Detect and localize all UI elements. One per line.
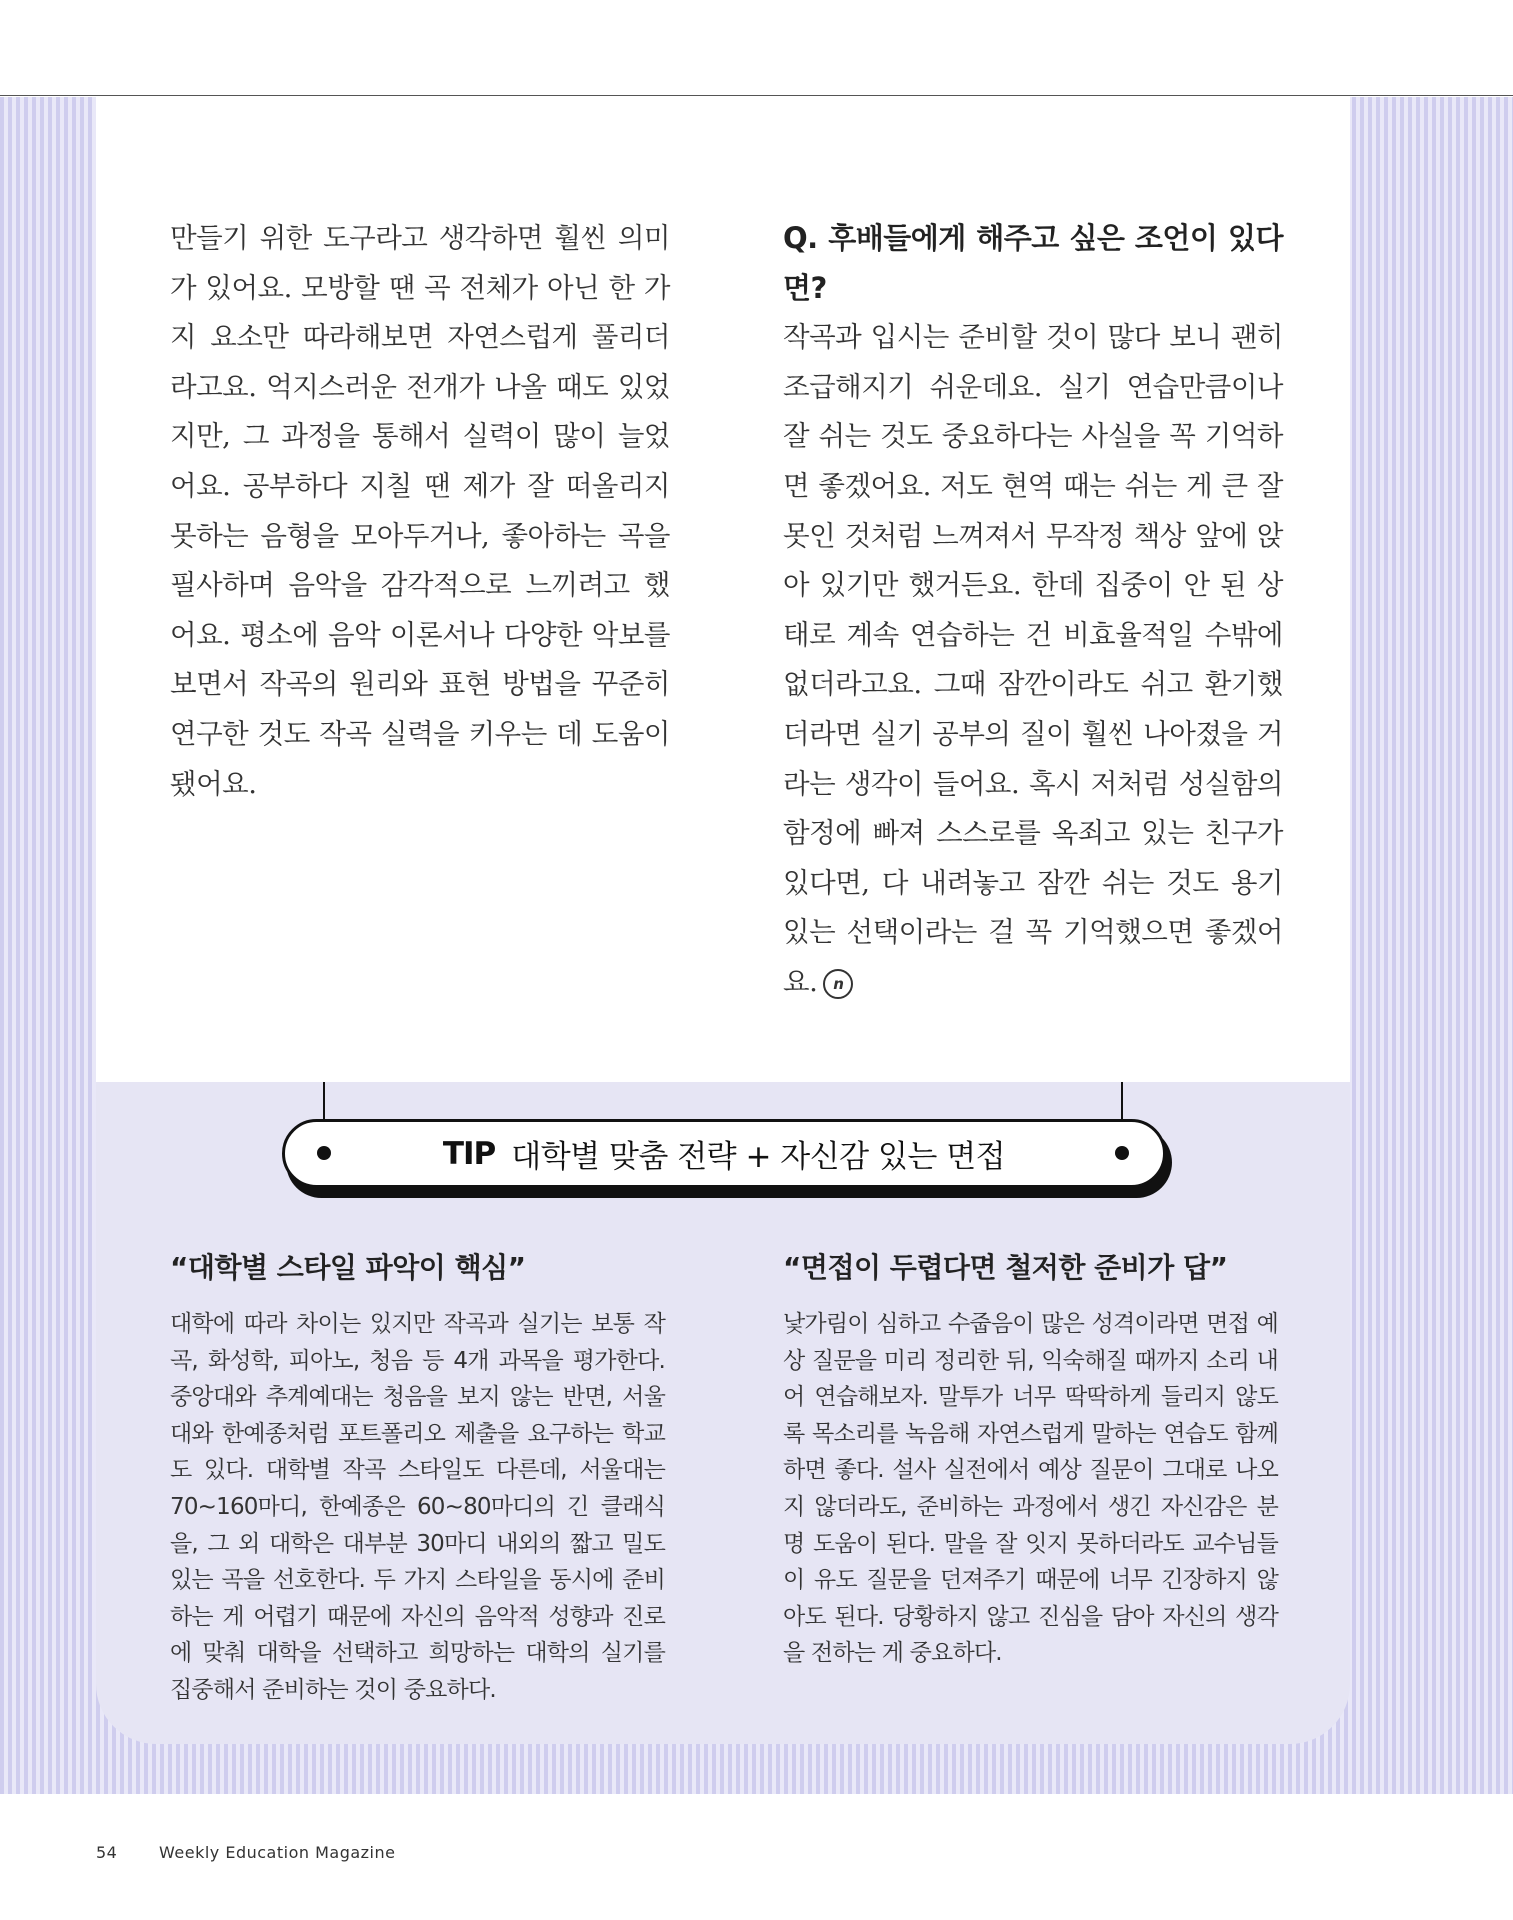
tip-left-heading: “대학별 스타일 파악이 핵심” [170, 1251, 526, 1284]
tip-dot-right [1115, 1146, 1129, 1160]
tip-title: 대학별 맞춤 전략 + 자신감 있는 면접 [511, 1139, 1006, 1175]
tip-dot-left [317, 1146, 331, 1160]
end-mark-icon: n [823, 969, 853, 999]
left-column [170, 214, 670, 809]
tip-right-heading: “면접이 두렵다면 철저한 준비가 답” [783, 1251, 1228, 1284]
tip-label: TIP [442, 1135, 496, 1172]
left-paragraph: 만들기 위한 도구라고 생각하면 훨씬 의미가 있어요. 모방할 땐 곡 전체가 아닌 한 가지 요소만 따라해보면 자연스럽게 풀리더라고요. 억지스러운 전개가 나올 때도 있었지만, 그 과정을 통해서 실력이 많이 늘었어요. 공부하다 지칠 땐 제가 잘 떠올리지 못하는 음형을 모아두거나, 좋아하는 곡을 필사하며 음악을 감각적으로 느끼려고 했어요. 평소에 음악 이론서나 다양한 악보를 보면서 작곡의 원리와 표현 방법을 꾸준히 연구한 것도 작곡 실력을 키우는 데 도움이 됐어요. [170, 222, 670, 800]
tip-banner [282, 1119, 1166, 1188]
question-heading: Q. 후배들에게 해주고 싶은 조언이 있다면? [783, 221, 1283, 305]
tip-left-body: 대학에 따라 차이는 있지만 작곡과 실기는 보통 작곡, 화성학, 피아노, 청음 등 4개 과목을 평가한다. 중앙대와 추계예대는 청음을 보지 않는 반면, 서울대와 한예종처럼 포트폴리오 제출을 요구하는 학교도 있다. 대학별 작곡 스타일도 다른데, 서울대는 70~160마디, 한예종은 60~80마디의 긴 클래식을, 그 외 대학은 대부분 30마디 내외의 짧고 밀도 있는 곡을 선호한다. 두 가지 스타일을 동시에 준비하는 게 어렵기 때문에 자신의 음악적 성향과 진로에 맞춰 대학을 선택하고 희망하는 대학의 실기를 집중해서 준비하는 것이 중요하다. [170, 1311, 665, 1703]
page-number: 54 [96, 1843, 118, 1862]
answer-text: 작곡과 입시는 준비할 것이 많다 보니 괜히 조급해지기 쉬운데요. 실기 연습만큼이나 잘 쉬는 것도 중요하다는 사실을 꼭 기억하면 좋겠어요. 저도 현역 때는 쉬는 게 큰 잘못인 것처럼 느껴져서 무작정 책상 앞에 앉아 있기만 했거든요. 한데 집중이 안 된 상태로 계속 연습하는 건 비효율적일 수밖에 없더라고요. 그때 잠깐이라도 쉬고 환기했더라면 실기 공부의 질이 훨씬 나아졌을 거라는 생각이 들어요. 혹시 저처럼 성실함의 함정에 빠져 스스로를 옥죄고 있는 친구가 있다면, 다 내려놓고 잠깐 쉬는 것도 용기 있는 선택이라는 걸 꼭 기억했으면 좋겠어요. [783, 321, 1283, 998]
top-rule [0, 95, 1513, 96]
answer-paragraph [783, 313, 1283, 1007]
tip-right-body: 낯가림이 심하고 수줍음이 많은 성격이라면 면접 예상 질문을 미리 정리한 뒤, 익숙해질 때까지 소리 내어 연습해보자. 말투가 너무 딱딱하게 들리지 않도록 목소리를 녹음해 자연스럽게 말하는 연습도 함께 하면 좋다. 설사 실전에서 예상 질문이 그대로 나오지 않더라도, 준비하는 과정에서 생긴 자신감은 분명 도움이 된다. 말을 잘 잇지 못하더라도 교수님들이 유도 질문을 던져주기 때문에 너무 긴장하지 않아도 된다. 당황하지 않고 진심을 담아 자신의 생각을 전하는 게 중요하다. [783, 1311, 1278, 1667]
magazine-name: Weekly Education Magazine [159, 1843, 396, 1862]
right-column [783, 214, 1283, 1008]
